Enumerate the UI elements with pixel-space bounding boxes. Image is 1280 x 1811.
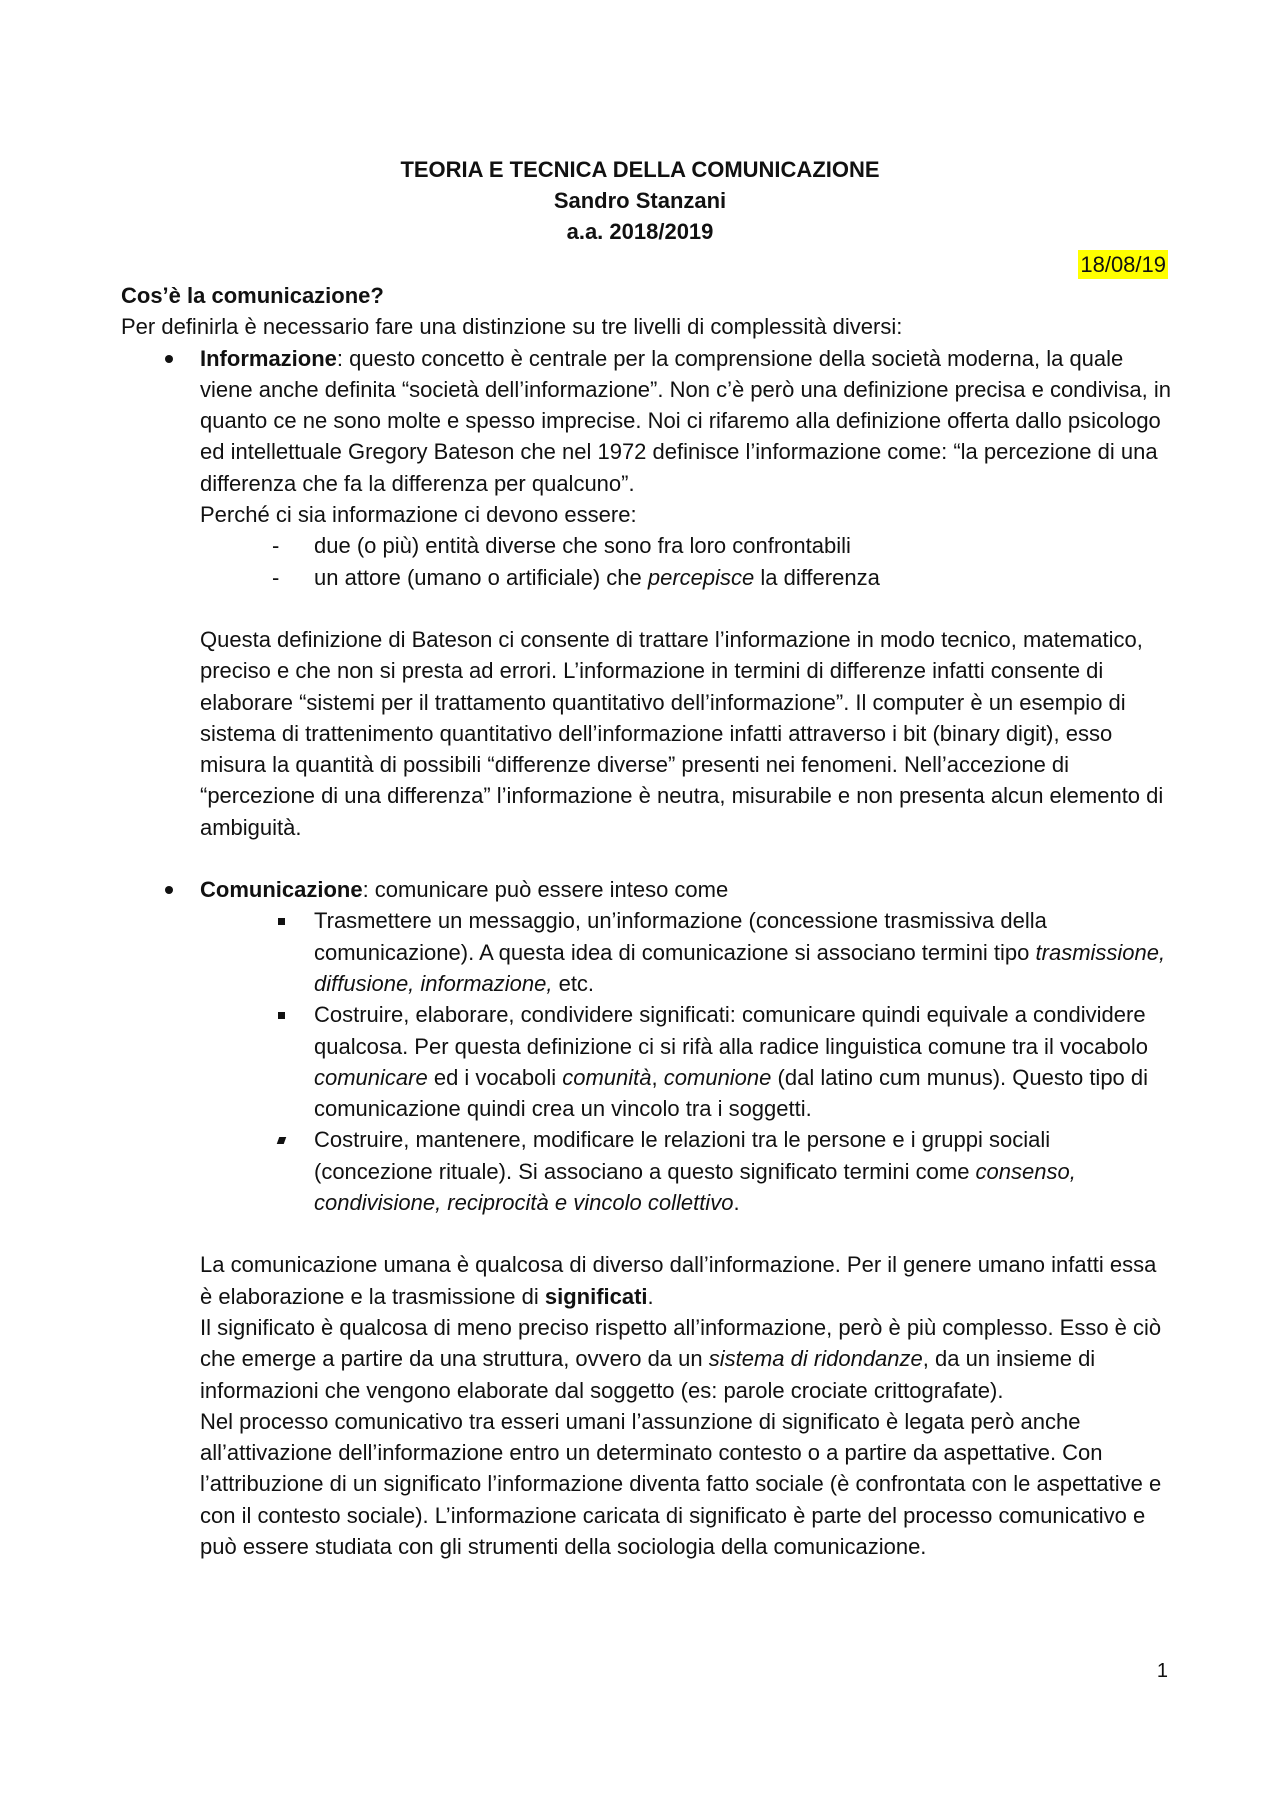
term-informazione: Informazione: [200, 345, 337, 371]
date-highlight: 18/08/19: [1080, 252, 1166, 277]
sub-bullet-text-end: .: [733, 1190, 740, 1216]
paragraph-text: Il significato è qualcosa di meno preciso rispetto all’informazione, però è più complesso. Esso è ciò che emerge a partire da una struttura, ovvero da un: [200, 1314, 1162, 1372]
sub-bullet-text: Costruire, mantenere, modificare le relazioni tra le persone e i gruppi sociali (concezione rituale). Si associano a questo significato termini come: [314, 1127, 1051, 1184]
informazione-condition: Perché ci sia informazione ci devono essere:: [200, 502, 637, 528]
sub-bullet-text: ,: [651, 1064, 664, 1090]
significato-paragraph-2: [121, 1312, 1171, 1406]
sub-bullet-3: [121, 1124, 1171, 1218]
author-name: Sandro Stanzani: [553, 188, 727, 213]
bullet-comunicazione: [121, 874, 1171, 905]
dash-item-text: due (o più) entità diverse che sono fra loro confrontabili: [314, 533, 851, 559]
sub-bullet-text: ed i vocaboli: [427, 1064, 563, 1090]
sub-bullet-emphasis: consenso, condivisione, reciprocità e vincolo collettivo: [314, 1158, 1076, 1216]
page-number: 1: [1156, 1660, 1168, 1682]
square-bullet-icon: [278, 1012, 285, 1019]
paragraph-text: La comunicazione umana è qualcosa di diverso dall’informazione. Per il genere umano infatti essa è elaborazione e la trasmissione di: [200, 1252, 1157, 1309]
dash-icon: -: [272, 564, 280, 590]
dash-item-emphasis: percepisce: [647, 564, 755, 590]
sub-bullet-emphasis: comunità: [562, 1064, 652, 1090]
square-bullet-icon: [278, 918, 285, 925]
academic-year: a.a. 2018/2019: [566, 219, 714, 244]
bateson-explanation: Questa definizione di Bateson ci consente di trattare l’informazione in modo tecnico, matematico, preciso e che non si presta ad errori. L’informazione in termini di differenze infatti consente di elaborare “sistemi per il trattamento quantitativo dell’informazione”. Il computer è un esempio di sistema di trattenimento quantitativo dell’informazione infatti attraverso i bit (binary digit), esso misura la quantità di possibili “differenze diverse” presenti nei fenomeni. Nell’accezione di “percezione di una differenza” l’informazione è neutra, misurabile e non presenta alcun elemento di ambiguità.: [200, 626, 1164, 840]
sub-bullet-emphasis: trasmissione, diffusione, informazione,: [314, 939, 1166, 996]
intro-text: Per definirla è necessario fare una distinzione su tre livelli di complessità diversi:: [121, 314, 903, 340]
dash-item-text-end: la differenza: [754, 564, 880, 590]
sub-bullet-text: Trasmettere un messaggio, un’informazione (concessione trasmissiva della comunicazione). A questa idea di comunicazione si associano termini tipo: [314, 908, 1047, 965]
sub-bullet-2: [121, 999, 1171, 1124]
significato-paragraph-3: Nel processo comunicativo tra esseri umani l’assunzione di significato è legata però anche all’attivazione dell’informazione entro un determinato contesto o a partire da aspettative. Con l’attribuzione di un significato l’informazione diventa fatto sociale (è confrontata con le aspettative e con il contesto sociale). L’informazione caricata di significato è parte del processo comunicativo e può essere studiata con gli strumenti della sociologia della comunicazione.: [200, 1408, 1162, 1559]
paragraph-text-end: .: [647, 1283, 654, 1309]
course-title: TEORIA E TECNICA DELLA COMUNICAZIONE: [400, 157, 880, 182]
significato-paragraph-1: [121, 1249, 1171, 1312]
sub-bullet-1: [121, 905, 1171, 999]
bullet-informazione: [121, 343, 1171, 531]
informazione-definition: : questo concetto è centrale per la comprensione della società moderna, la quale viene anche definita “società dell’informazione”. Non c’è però una definizione precisa e condivisa, in quanto ce ne sono molte e spesso imprecise. Noi ci rifaremo alla definizione offerta dallo psicologo ed intellettuale Gregory Bateson che nel 1972 definisce l’informazione come: “la percezione di una differenza che fa la differenza per qualcuno”.: [200, 345, 1172, 496]
paragraph-emphasis: sistema di ridondanze: [708, 1346, 923, 1372]
dash-icon: -: [272, 533, 280, 559]
bullet-icon: [165, 886, 173, 894]
dash-item-text: un attore (umano o artificiale) che: [314, 564, 648, 590]
sub-bullet-emphasis: comunione: [663, 1064, 772, 1090]
paragraph-strong: significati: [544, 1283, 648, 1309]
dash-item-1: [121, 530, 1171, 561]
square-bullet-icon: [277, 1137, 287, 1144]
section-heading: Cos’è la comunicazione?: [121, 283, 384, 308]
sub-bullet-text-end: etc.: [552, 970, 595, 996]
comunicazione-definition: : comunicare può essere inteso come: [362, 877, 729, 903]
bullet-icon: [165, 355, 173, 363]
term-comunicazione: Comunicazione: [200, 877, 363, 903]
sub-bullet-text: Costruire, elaborare, condividere significati: comunicare quindi equivale a condividere qualcosa. Per questa definizione ci si rifà alla radice linguistica comune tra il vocabolo: [314, 1002, 1149, 1059]
dash-item-2: [121, 562, 1171, 593]
paragraph-text-end: , da un insieme di informazioni che vengono elaborate dal soggetto (es: parole crociate crittografate).: [200, 1346, 1096, 1403]
sub-bullet-emphasis: comunicare: [314, 1064, 428, 1090]
sub-bullet-text-end: (dal latino cum munus). Questo tipo di comunicazione quindi crea un vincolo tra i soggetti.: [314, 1064, 1149, 1122]
document-body: [121, 280, 1171, 1562]
